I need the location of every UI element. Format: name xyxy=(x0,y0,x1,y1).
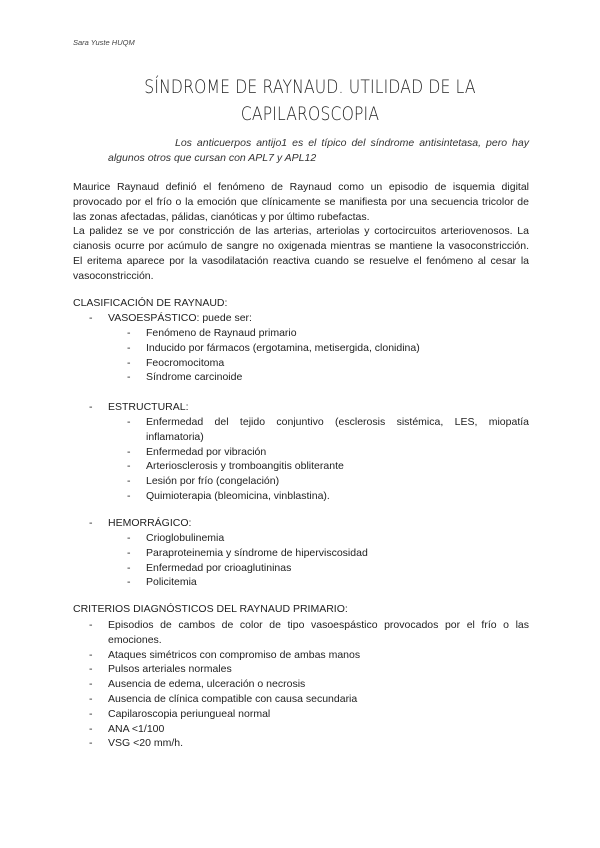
classification-heading: CLASIFICACIÓN DE RAYNAUD: xyxy=(73,297,228,309)
criteria-list xyxy=(89,618,529,751)
intro-paragraph: Maurice Raynaud definió el fenómeno de Raynaud como un episodio de isquemia digital provocado por el frío o la emoción que clínicamente se manifiesta por una secuencia tricolor de las zonas afectadas, pálidas, cianóticas y por último rubefactas. xyxy=(73,181,529,223)
list-item: - Pulsos arteriales normales xyxy=(89,662,529,677)
list-item: - Ataques simétricos con compromiso de ambas manos xyxy=(89,648,529,663)
intro-text xyxy=(73,180,529,284)
list-item: - Feocromocitoma xyxy=(127,356,529,371)
list-item: - Policitemia xyxy=(127,575,529,590)
list-item: - Síndrome carcinoide xyxy=(127,370,529,385)
list-item: - Arteriosclerosis y tromboangitis obliterante xyxy=(127,459,529,474)
list-item: - Episodios de cambos de color de tipo vasoespástico provocados por el frío o las emociones. xyxy=(89,618,529,648)
list-item: - Ausencia de clínica compatible con causa secundaria xyxy=(89,692,529,707)
list-item: - Capilaroscopia periungueal normal xyxy=(89,707,529,722)
list-item: - Enfermedad por vibración xyxy=(127,445,529,460)
group-label-hemorragico: - HEMORRÁGICO: xyxy=(89,517,192,529)
group-label-estructural: - ESTRUCTURAL: xyxy=(89,401,189,413)
list-item: - Inducido por fármacos (ergotamina, metisergida, clonidina) xyxy=(127,341,529,356)
list-item: - Enfermedad del tejido conjuntivo (esclerosis sistémica, LES, miopatía inflamatoria) xyxy=(127,415,529,445)
list-item: - Crioglobulinemia xyxy=(127,531,529,546)
group-label-vasoespastico: - VASOESPÁSTICO: puede ser: xyxy=(89,312,252,324)
list-item: - Quimioterapia (bleomicina, vinblastina). xyxy=(127,489,529,504)
title-line-2: CAPILAROSCOPIA xyxy=(240,103,380,125)
list-item: - VSG <20 mm/h. xyxy=(89,736,529,751)
list-item: - ANA <1/100 xyxy=(89,722,529,737)
hemorragico-list xyxy=(127,531,529,590)
title-line-1: SÍNDROME DE RAYNAUD. UTILIDAD DE LA xyxy=(144,76,476,98)
list-item: - Enfermedad por crioaglutininas xyxy=(127,561,529,576)
subtitle-note: Los anticuerpos antijo1 es el típico del síndrome antisintetasa, pero hay algunos otros que cursan con APL7 y APL12 xyxy=(108,137,529,164)
list-item: - Ausencia de edema, ulceración o necrosis xyxy=(89,677,529,692)
vasoespastico-list xyxy=(127,326,529,385)
author-header: Sara Yuste HUQM xyxy=(73,38,135,47)
estructural-list xyxy=(127,415,529,504)
criteria-heading: CRITERIOS DIAGNÓSTICOS DEL RAYNAUD PRIMARIO: xyxy=(73,603,348,615)
list-item: - Paraproteinemia y síndrome de hiperviscosidad xyxy=(127,546,529,561)
list-item: - Fenómeno de Raynaud primario xyxy=(127,326,529,341)
list-item: - Lesión por frío (congelación) xyxy=(127,474,529,489)
page-title xyxy=(105,74,515,128)
intro-paragraph: La palidez se ve por constricción de las arterias, arteriolas y cortocircuitos arteriovenosos. La cianosis ocurre por acúmulo de sangre no oxigenada mientras se mantiene la vasoconstricción. El eritema aparece por la vasodilatación reactiva cuando se resuelve el fenómeno al cesar la vasoconstricción. xyxy=(73,225,529,282)
